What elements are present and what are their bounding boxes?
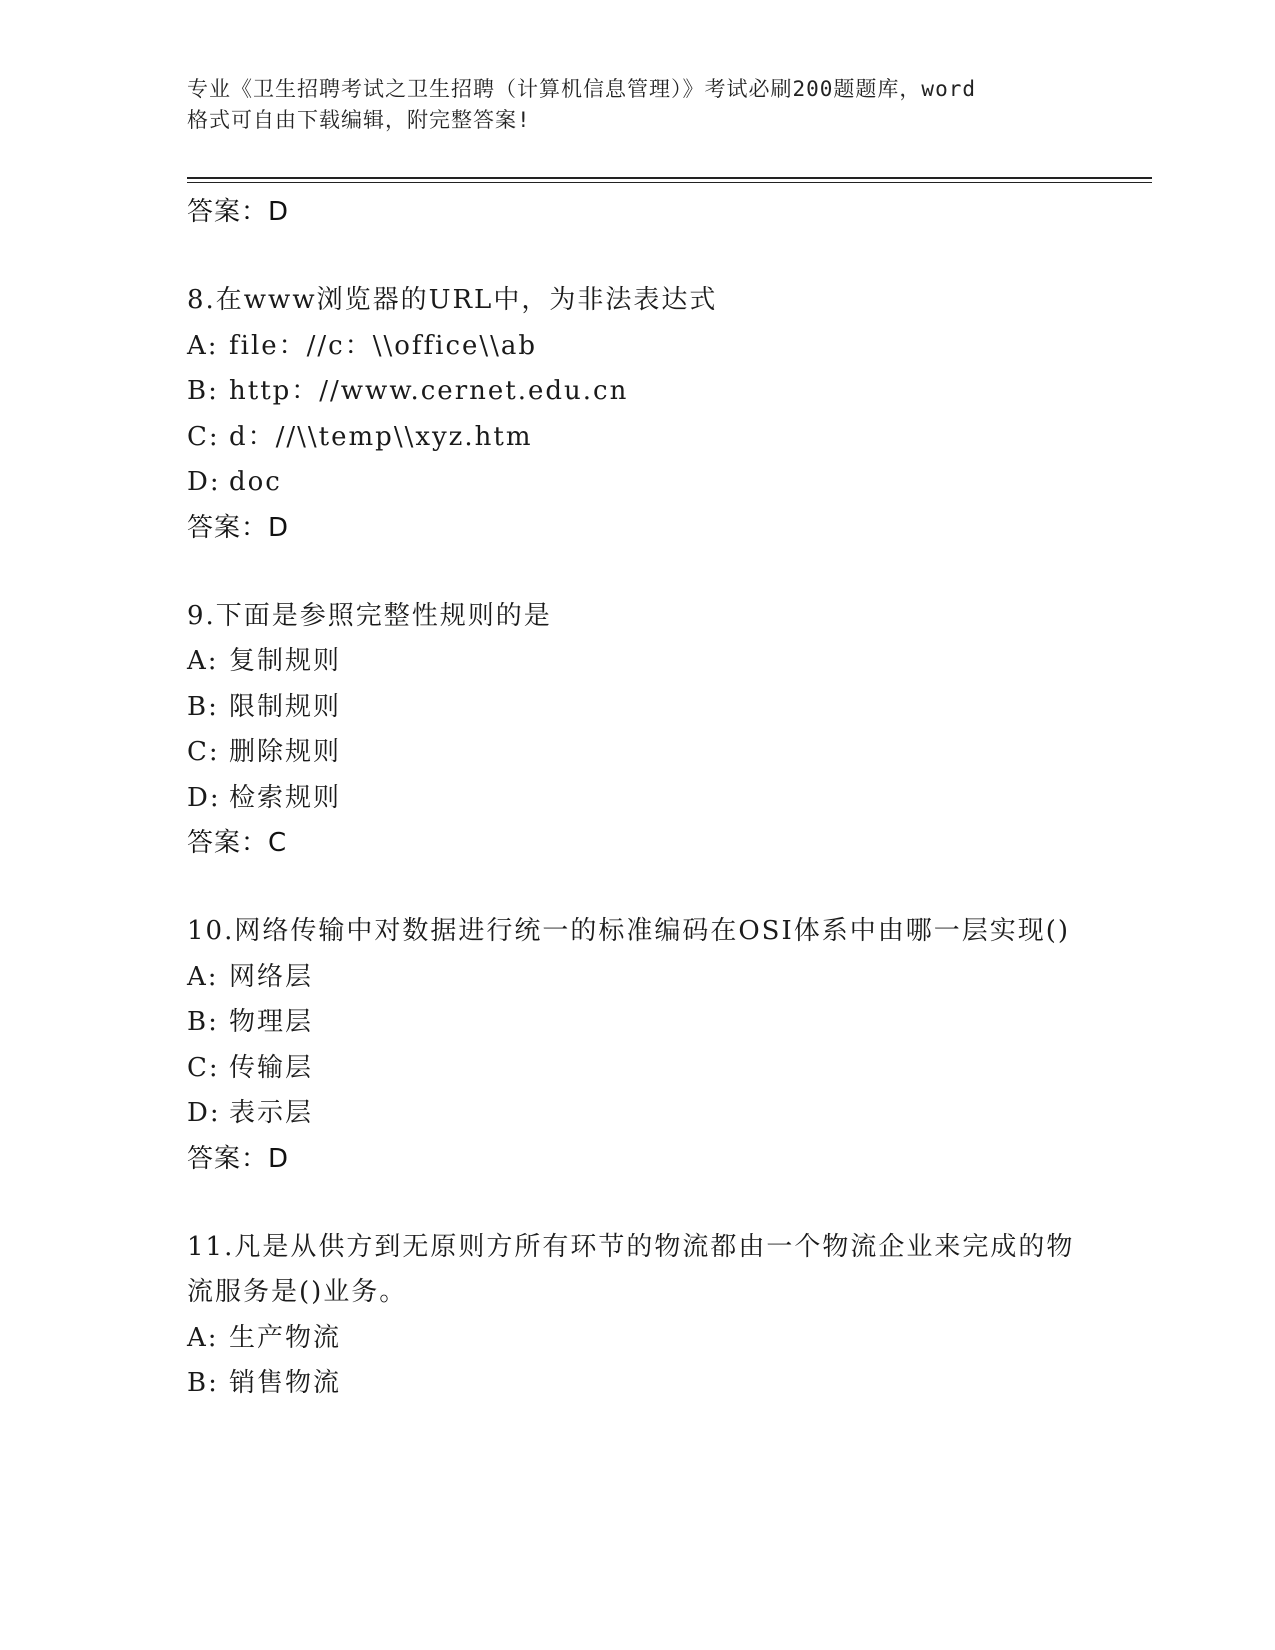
option-label: C: <box>187 421 220 452</box>
question-11 <box>187 1225 1087 1407</box>
header-line-2: 格式可自由下载编辑，附完整答案! <box>187 108 531 132</box>
option-label: B: <box>187 376 219 406</box>
option-label: A: <box>187 1322 219 1353</box>
option-text: 销售物流 <box>229 1368 342 1398</box>
document-header <box>187 74 1087 136</box>
option-c <box>187 415 1087 461</box>
document-body <box>187 190 1087 1407</box>
option-a <box>187 639 1087 685</box>
header-line-1: 专业《卫生招聘考试之卫生招聘（计算机信息管理）》考试必刷200题题库，word <box>187 77 976 101</box>
option-b <box>187 1000 1087 1046</box>
option-label: A: <box>187 646 219 676</box>
option-d <box>187 1091 1087 1137</box>
question-8 <box>187 278 1087 550</box>
option-text: 限制规则 <box>229 691 342 722</box>
option-d <box>187 460 1087 506</box>
option-label: D: <box>187 467 221 497</box>
question-title: 8.在www浏览器的URL中，为非法表达式 <box>187 285 718 315</box>
option-label: B: <box>187 691 219 722</box>
answer-line: 答案：C <box>187 828 288 858</box>
question-title: 10.网络传输中对数据进行统一的标准编码在OSI体系中由哪一层实现() <box>187 916 1071 946</box>
option-text: 检索规则 <box>229 782 342 813</box>
option-label: D: <box>187 782 221 813</box>
question-title: 11.凡是从供方到无原则方所有环节的物流都由一个物流企业来完成的物流服务是()业务。 <box>187 1231 1075 1307</box>
question-9 <box>187 594 1087 866</box>
option-c <box>187 730 1087 776</box>
option-label: B: <box>187 1007 219 1037</box>
option-a <box>187 1316 1087 1362</box>
option-text: 生产物流 <box>229 1322 342 1353</box>
answer-line: 答案：D <box>187 1143 290 1174</box>
header-divider-thin <box>187 182 1152 183</box>
answer-line: 答案：D <box>187 197 290 227</box>
option-text: 表示层 <box>229 1098 314 1128</box>
option-text: 网络层 <box>229 961 314 992</box>
option-text: 删除规则 <box>229 737 342 767</box>
option-text: file：//c：\\office\\ab <box>229 330 538 361</box>
option-label: B: <box>187 1368 219 1398</box>
question-10 <box>187 909 1087 1181</box>
option-text: 复制规则 <box>229 646 342 676</box>
answer-line: 答案：D <box>187 512 290 543</box>
option-text: 物理层 <box>229 1007 314 1037</box>
option-a <box>187 955 1087 1001</box>
option-text: http：//www.cernet.edu.cn <box>229 376 629 406</box>
option-text: d：//\\temp\\xyz.htm <box>229 421 533 452</box>
option-text: 传输层 <box>229 1052 314 1083</box>
option-label: A: <box>187 330 219 361</box>
option-b <box>187 1361 1087 1407</box>
option-label: C: <box>187 737 220 767</box>
option-label: C: <box>187 1052 220 1083</box>
question-title: 9.下面是参照完整性规则的是 <box>187 600 552 631</box>
option-c <box>187 1046 1087 1092</box>
option-d <box>187 776 1087 822</box>
option-label: D: <box>187 1098 221 1128</box>
option-a <box>187 324 1087 370</box>
option-b <box>187 369 1087 415</box>
option-text: doc <box>229 467 282 497</box>
option-b <box>187 685 1087 731</box>
header-divider-thick <box>187 177 1152 179</box>
option-label: A: <box>187 961 219 992</box>
